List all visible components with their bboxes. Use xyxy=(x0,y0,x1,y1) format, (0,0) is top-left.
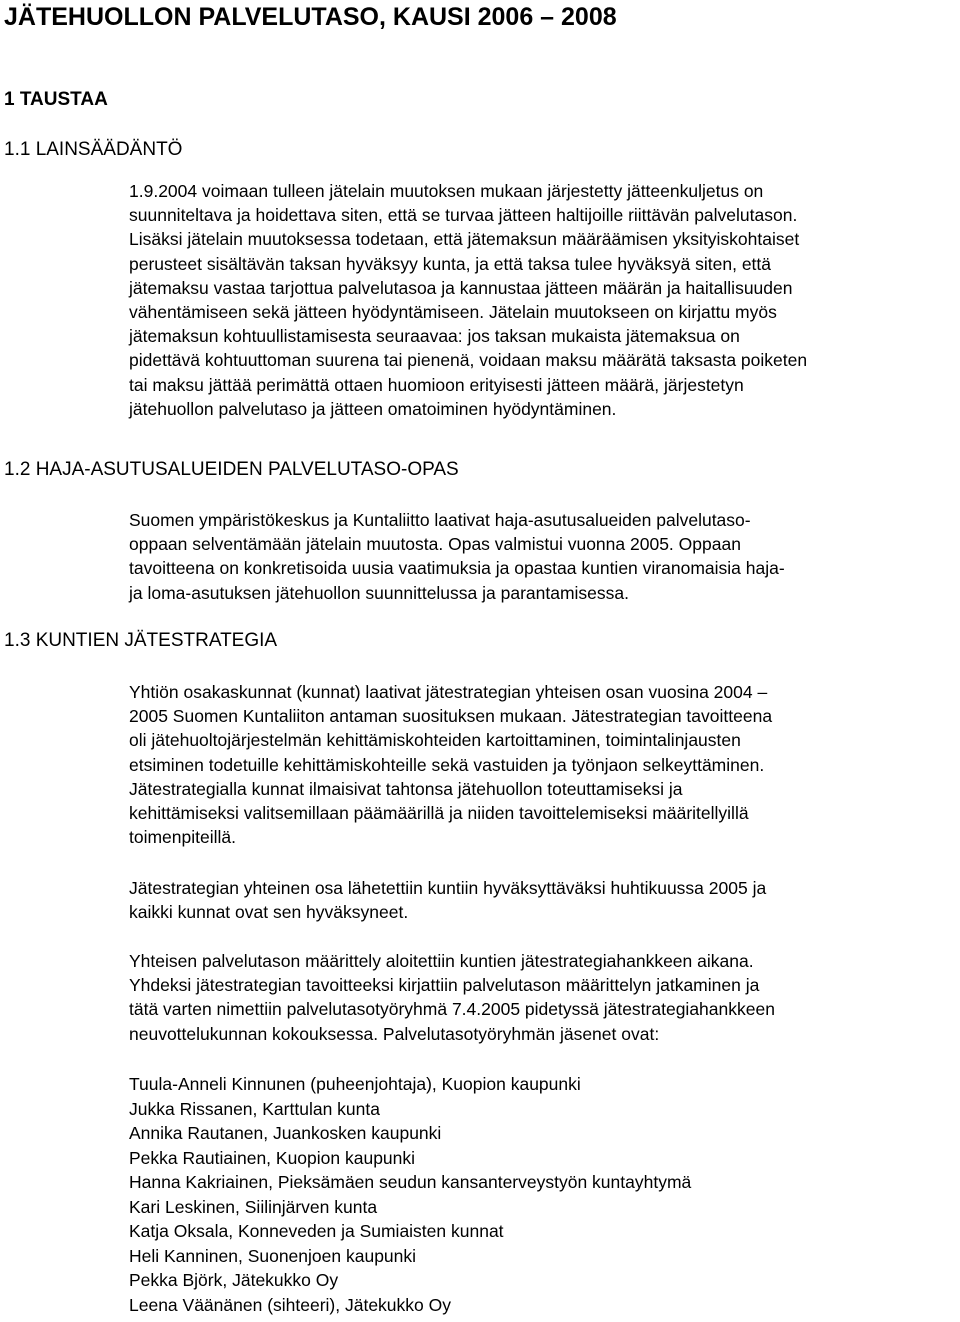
member-list xyxy=(129,1072,691,1317)
section-heading-taustaa: 1 TAUSTAA xyxy=(4,89,108,110)
paragraph-lainsaadanto xyxy=(129,179,959,421)
member-item: Heli Kanninen, Suonenjoen kaupunki xyxy=(129,1245,417,1266)
member-item: Leena Väänänen (sihteeri), Jätekukko Oy xyxy=(129,1294,451,1315)
member-item: Hanna Kakriainen, Pieksämäen seudun kansanterveystyön kuntayhtymä xyxy=(129,1172,692,1192)
text-line: vähentämiseen sekä jätteen hyödyntämiseen. Jätelain muutokseen on kirjattu myös xyxy=(129,302,777,323)
text-line: kehittämiseksi valitsemillaan päämäärillä ja niiden tavoittelemiseksi määritellyillä xyxy=(129,803,749,824)
section-heading-lainsaadanto: 1.1 LAINSÄÄDÄNTÖ xyxy=(4,139,183,160)
text-line: neuvottelukunnan kokouksessa. Palvelutasotyöryhmän jäsenet ovat: xyxy=(129,1023,660,1044)
text-line: pidettävä kohtuuttoman suurena tai pienenä, voidaan maksu määrätä taksasta poiketen xyxy=(129,350,808,371)
text-line: Jätestrategialla kunnat ilmaisivat tahtonsa jätehuollon toteuttamiseksi ja xyxy=(129,778,683,799)
text-line: jätemaksu vastaa tarjottua palvelutasoa ja kannustaa jätteen määrän ja haitallisuuden xyxy=(129,277,793,298)
member-item: Jukka Rissanen, Karttulan kunta xyxy=(129,1098,380,1119)
text-line: 2005 Suomen Kuntaliiton antaman suosituksen mukaan. Jätestrategian tavoitteena xyxy=(129,706,773,727)
text-line: tätä varten nimettiin palvelutasotyöryhmä 7.4.2005 pidetyssä jätestrategiahankkeen xyxy=(129,999,775,1020)
text-line: kaikki kunnat ovat sen hyväksyneet. xyxy=(129,902,409,923)
text-line: Lisäksi jätelain muutoksessa todetaan, että jätemaksun määräämisen yksityiskohtaiset xyxy=(129,229,800,250)
text-line: Yhteisen palvelutason määrittely aloitettiin kuntien jätestrategiahankkeen aikana. xyxy=(129,951,754,971)
member-item: Katja Oksala, Konneveden ja Sumiaisten kunnat xyxy=(129,1221,504,1241)
text-line: 1.9.2004 voimaan tulleen jätelain muutoksen mukaan järjestetty jätteenkuljetus on xyxy=(129,181,764,201)
text-line: jätemaksun kohtuullistamisesta seuraavaa: jos taksan mukaista jätemaksua on xyxy=(129,326,740,347)
text-line: oli jätehuoltojärjestelmän kehittämiskohteiden kartoittaminen, toimintalinjausten xyxy=(129,730,741,751)
member-item: Pekka Rautiainen, Kuopion kaupunki xyxy=(129,1147,416,1168)
text-line: etsiminen todetuille kehittämiskohteille sekä vastuiden ja työnjaon selkeyttäminen. xyxy=(129,754,765,775)
paragraph-jatestrategia-2 xyxy=(129,876,959,924)
text-line: oppaan selventämään jätelain muutosta. Opas valmistui vuonna 2005. Oppaan xyxy=(129,534,741,555)
text-line: tavoitteena on konkretisoida uusia vaatimuksia ja opastaa kuntien viranomaisia haja- xyxy=(129,558,785,579)
member-item: Tuula-Anneli Kinnunen (puheenjohtaja), Kuopion kaupunki xyxy=(129,1074,581,1094)
member-item: Kari Leskinen, Siilinjärven kunta xyxy=(129,1196,378,1217)
member-item: Annika Rautanen, Juankosken kaupunki xyxy=(129,1123,442,1143)
section-heading-jatestrategia: 1.3 KUNTIEN JÄTESTRATEGIA xyxy=(4,630,278,651)
text-line: Yhtiön osakaskunnat (kunnat) laativat jätestrategian yhteisen osan vuosina 2004 – xyxy=(129,682,768,702)
text-line: Jätestrategian yhteinen osa lähetettiin kuntiin hyväksyttäväksi huhtikuussa 2005 ja xyxy=(129,878,767,898)
text-line: jätehuollon palvelutaso ja jätteen omatoiminen hyödyntäminen. xyxy=(129,398,617,419)
paragraph-jatestrategia-1 xyxy=(129,680,959,849)
paragraph-palvelutaso-opas xyxy=(129,508,959,605)
section-heading-palvelutaso-opas: 1.2 HAJA-ASUTUSALUEIDEN PALVELUTASO-OPAS xyxy=(4,459,459,480)
document-title: JÄTEHUOLLON PALVELUTASO, KAUSI 2006 – 2008 xyxy=(4,3,617,31)
text-line: toimenpiteillä. xyxy=(129,827,236,848)
text-line: Yhdeksi jätestrategian tavoitteeksi kirjattiin palvelutason määrittelyn jatkaminen ja xyxy=(129,975,760,996)
text-line: suunniteltava ja hoidettava siten, että se turvaa jätteen haltijoille riittävän palvelutason. xyxy=(129,205,798,226)
member-item: Pekka Björk, Jätekukko Oy xyxy=(129,1270,339,1290)
text-line: Suomen ympäristökeskus ja Kuntaliitto laativat haja-asutusalueiden palvelutaso- xyxy=(129,510,751,530)
text-line: tai maksu jättää perimättä ottaen huomioon erityisesti jätteen määrä, järjestetyn xyxy=(129,374,744,395)
paragraph-jatestrategia-3 xyxy=(129,949,959,1046)
text-line: ja loma-asutuksen jätehuollon suunnittelussa ja parantamisessa. xyxy=(129,582,630,603)
text-line: perusteet sisältävän taksan hyväksyy kunta, ja että taksa tulee hyväksyä siten, että xyxy=(129,253,772,274)
